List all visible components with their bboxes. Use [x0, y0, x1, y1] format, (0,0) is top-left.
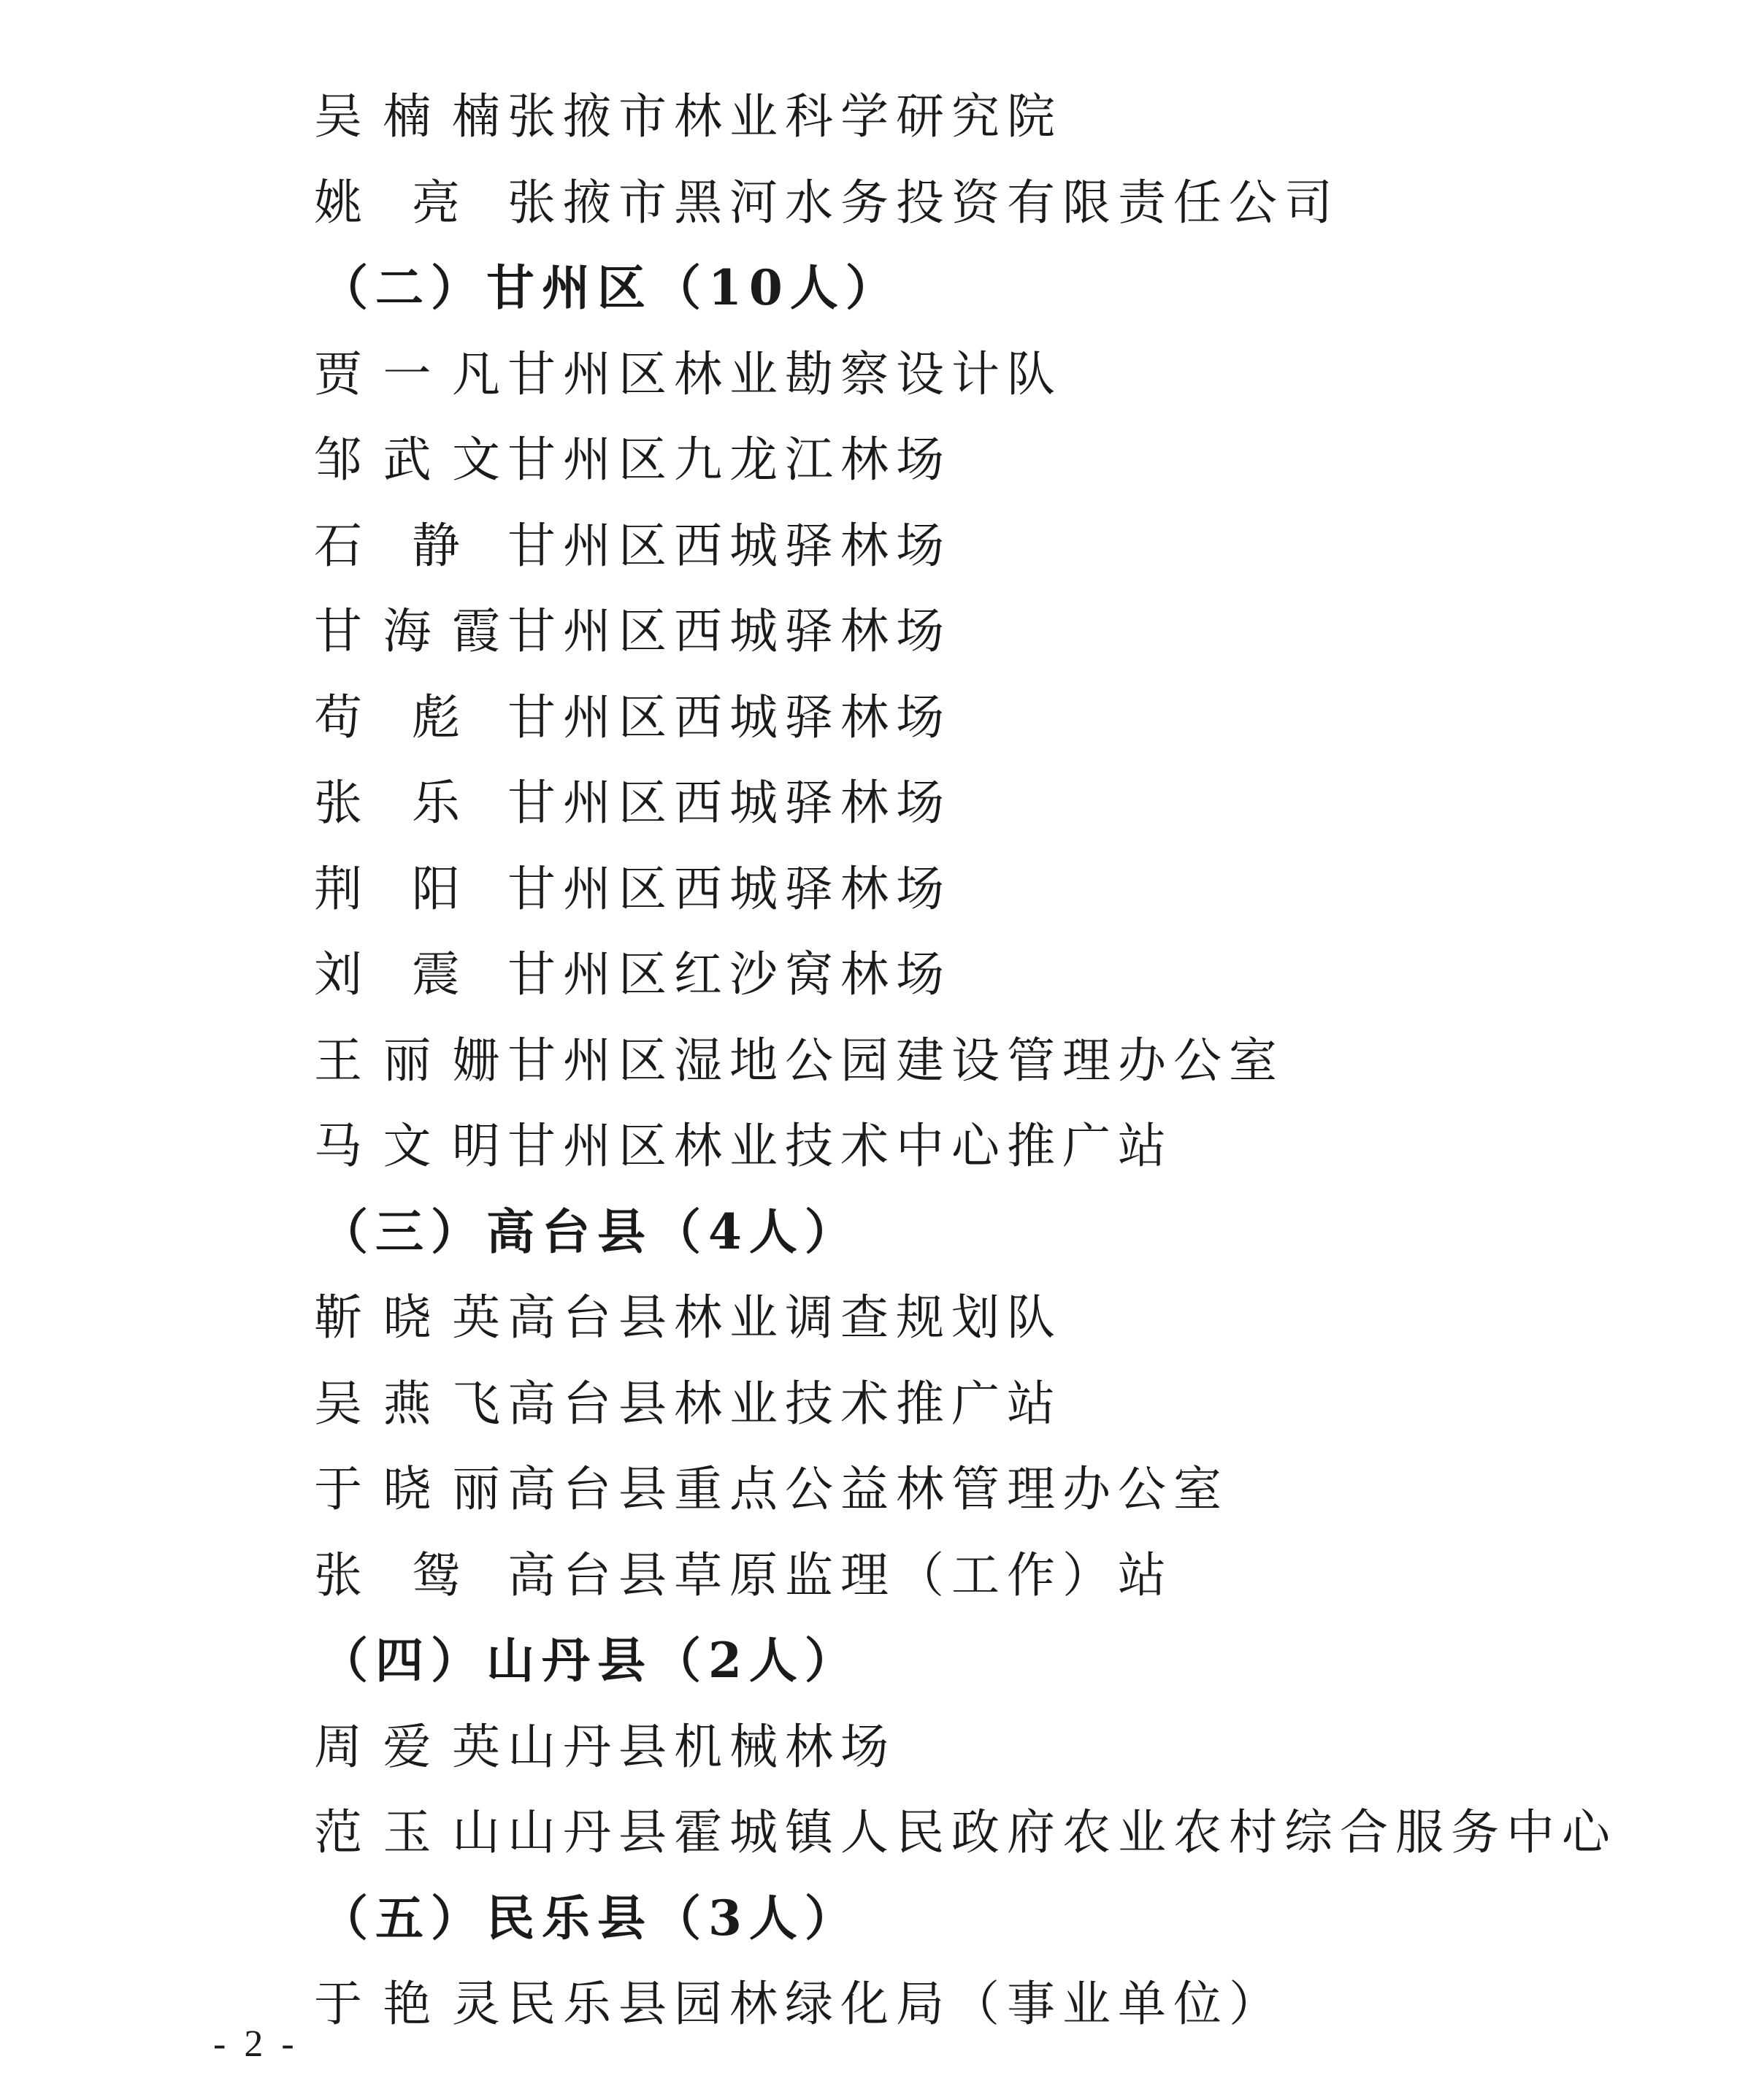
organization-name: 甘州区湿地公园建设管理办公室: [507, 1032, 1284, 1089]
organization-name: 山丹县霍城镇人民政府农业农村综合服务中心: [507, 1804, 1617, 1861]
person-name: 贾 一 凡: [314, 345, 507, 402]
organization-name: 高台县林业调查规划队: [507, 1289, 1062, 1346]
list-item: [314, 1357, 1701, 1443]
list-item: [314, 1700, 1701, 1786]
organization-name: 甘州区西城驿林场: [507, 860, 951, 917]
organization-name: 张掖市林业科学研究院: [507, 88, 1062, 145]
organization-name: 山丹县机械林场: [507, 1718, 896, 1775]
person-name: 张 鸳: [314, 1546, 467, 1603]
section-heading: （三）高台县（4人）: [320, 1203, 860, 1260]
section-heading: （二）甘州区（10人）: [320, 259, 901, 317]
person-name: 马 文 明: [314, 1118, 507, 1175]
organization-name: 甘州区西城驿林场: [507, 603, 951, 660]
person-name: 邹 武 文: [314, 432, 507, 488]
list-item: [314, 1099, 1701, 1185]
list-item: [314, 1957, 1701, 2043]
list-item: [314, 927, 1701, 1013]
person-name: 于 晓 丽: [314, 1461, 507, 1518]
organization-name: 民乐县园林绿化局（事业单位）: [507, 1976, 1284, 2033]
roster-list: [314, 69, 1701, 2043]
list-item: [314, 842, 1701, 928]
person-name: 范 玉 山: [314, 1804, 507, 1861]
person-name: 王 丽 姗: [314, 1032, 507, 1089]
person-name: 刘 震: [314, 946, 467, 1003]
organization-name: 甘州区西城驿林场: [507, 775, 951, 832]
organization-name: 张掖市黑河水务投资有限责任公司: [507, 174, 1340, 231]
person-name: 荆 阳: [314, 860, 467, 917]
list-item: [314, 1442, 1701, 1528]
list-item: [314, 670, 1701, 756]
list-item: [314, 756, 1701, 842]
section-heading: （五）民乐县（3人）: [320, 1889, 860, 1947]
organization-name: 高台县草原监理（工作）站: [507, 1546, 1173, 1603]
organization-name: 甘州区西城驿林场: [507, 517, 951, 574]
person-name: 周 爱 英: [314, 1718, 507, 1775]
list-item: [314, 156, 1701, 242]
person-name: 吴 楠 楠: [314, 88, 507, 145]
section-heading: （四）山丹县（2人）: [320, 1632, 860, 1690]
organization-name: 甘州区西城驿林场: [507, 689, 951, 745]
organization-name: 甘州区红沙窝林场: [507, 946, 951, 1003]
person-name: 姚 亮: [314, 174, 467, 231]
person-name: 苟 彪: [314, 689, 467, 745]
list-item: [314, 69, 1701, 156]
list-item: [314, 413, 1701, 499]
organization-name: 高台县林业技术推广站: [507, 1375, 1062, 1432]
person-name: 甘 海 霞: [314, 603, 507, 660]
list-item: [314, 1013, 1701, 1100]
list-item: [314, 1785, 1701, 1871]
organization-name: 甘州区九龙江林场: [507, 432, 951, 488]
page-number: - 2 -: [213, 2023, 299, 2065]
person-name: 张 乐: [314, 775, 467, 832]
person-name: 吴 燕 飞: [314, 1375, 507, 1432]
list-item: [314, 499, 1701, 585]
organization-name: 甘州区林业技术中心推广站: [507, 1118, 1173, 1175]
person-name: 石 静: [314, 517, 467, 574]
person-name: 靳 晓 英: [314, 1289, 507, 1346]
organization-name: 甘州区林业勘察设计队: [507, 345, 1062, 402]
list-item: [314, 1528, 1701, 1614]
organization-name: 高台县重点公益林管理办公室: [507, 1461, 1229, 1518]
list-item: [314, 327, 1701, 413]
list-item: [314, 1270, 1701, 1357]
person-name: 于 艳 灵: [314, 1976, 507, 2033]
list-item: [314, 584, 1701, 670]
